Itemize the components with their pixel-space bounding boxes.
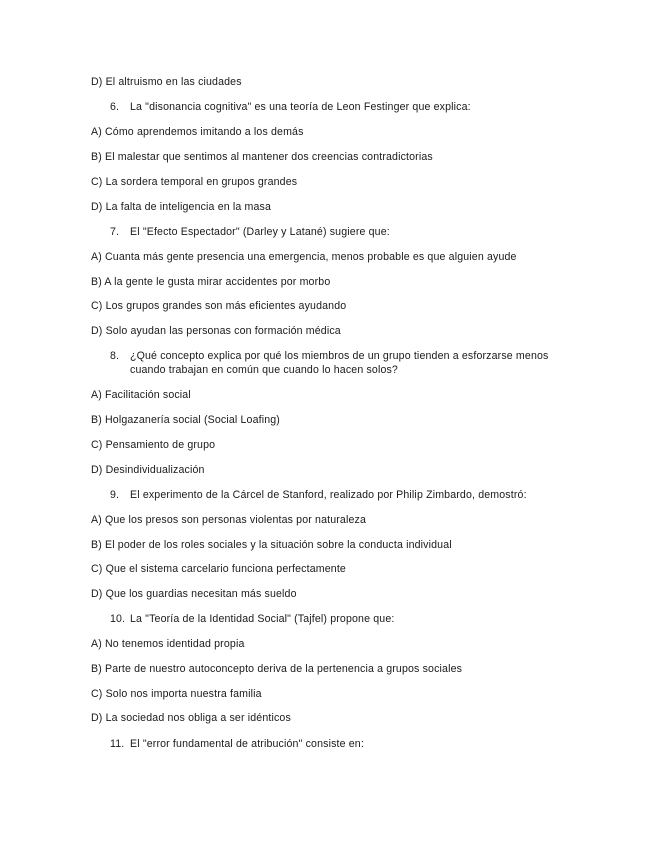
q5-option-d: D) El altruismo en las ciudades — [91, 76, 242, 88]
q10-option-d: D) La sociedad nos obliga a ser idénticos — [91, 712, 291, 724]
question-11-number: 11. — [110, 738, 125, 750]
question-10-text: La "Teoría de la Identidad Social" (Tajfel) propone que: — [130, 613, 395, 625]
question-7-number: 7. — [110, 226, 120, 238]
q6-option-d: D) La falta de inteligencia en la masa — [91, 201, 272, 213]
q6-option-a: A) Cómo aprendemos imitando a los demás — [91, 126, 304, 138]
q9-option-c: C) Que el sistema carcelario funciona perfectamente — [91, 563, 346, 575]
question-6-text: La "disonancia cognitiva" es una teoría de Leon Festinger que explica: — [130, 101, 471, 113]
question-10-number: 10. — [110, 613, 126, 625]
question-7-text: El "Efecto Espectador" (Darley y Latané) sugiere que: — [130, 226, 390, 238]
question-11-text: El "error fundamental de atribución" consiste en: — [130, 738, 364, 750]
q10-option-b: B) Parte de nuestro autoconcepto deriva de la pertenencia a grupos sociales — [91, 663, 463, 675]
q8-option-b: B) Holgazanería social (Social Loafing) — [91, 414, 280, 426]
q8-option-a: A) Facilitación social — [91, 389, 191, 401]
q10-option-a: A) No tenemos identidad propia — [91, 638, 245, 650]
q7-option-a: A) Cuanta más gente presencia una emergencia, menos probable es que alguien ayude — [91, 251, 517, 263]
q10-option-c: C) Solo nos importa nuestra familia — [91, 688, 262, 700]
q9-option-d: D) Que los guardias necesitan más sueldo — [91, 588, 297, 600]
question-6-number: 6. — [110, 101, 120, 113]
q6-option-b: B) El malestar que sentimos al mantener dos creencias contradictorias — [91, 151, 433, 163]
q7-option-b: B) A la gente le gusta mirar accidentes por morbo — [91, 276, 331, 288]
q7-option-d: D) Solo ayudan las personas con formación médica — [91, 325, 341, 337]
question-9-text: El experimento de la Cárcel de Stanford, realizado por Philip Zimbardo, demostró: — [130, 489, 527, 501]
q7-option-c: C) Los grupos grandes son más eficientes ayudando — [91, 300, 347, 312]
q9-option-a: A) Que los presos son personas violentas por naturaleza — [91, 514, 367, 526]
question-8-text: ¿Qué concepto explica por qué los miembros de un grupo tienden a esforzarse menos cuando trabajan en común que cuando lo hacen solos? — [130, 350, 549, 376]
q8-option-c: C) Pensamiento de grupo — [91, 439, 216, 451]
q8-option-d: D) Desindividualización — [91, 464, 205, 476]
question-8-number: 8. — [110, 350, 120, 362]
question-9-number: 9. — [110, 489, 120, 501]
q9-option-b: B) El poder de los roles sociales y la situación sobre la conducta individual — [91, 539, 452, 551]
q6-option-c: C) La sordera temporal en grupos grandes — [91, 176, 298, 188]
